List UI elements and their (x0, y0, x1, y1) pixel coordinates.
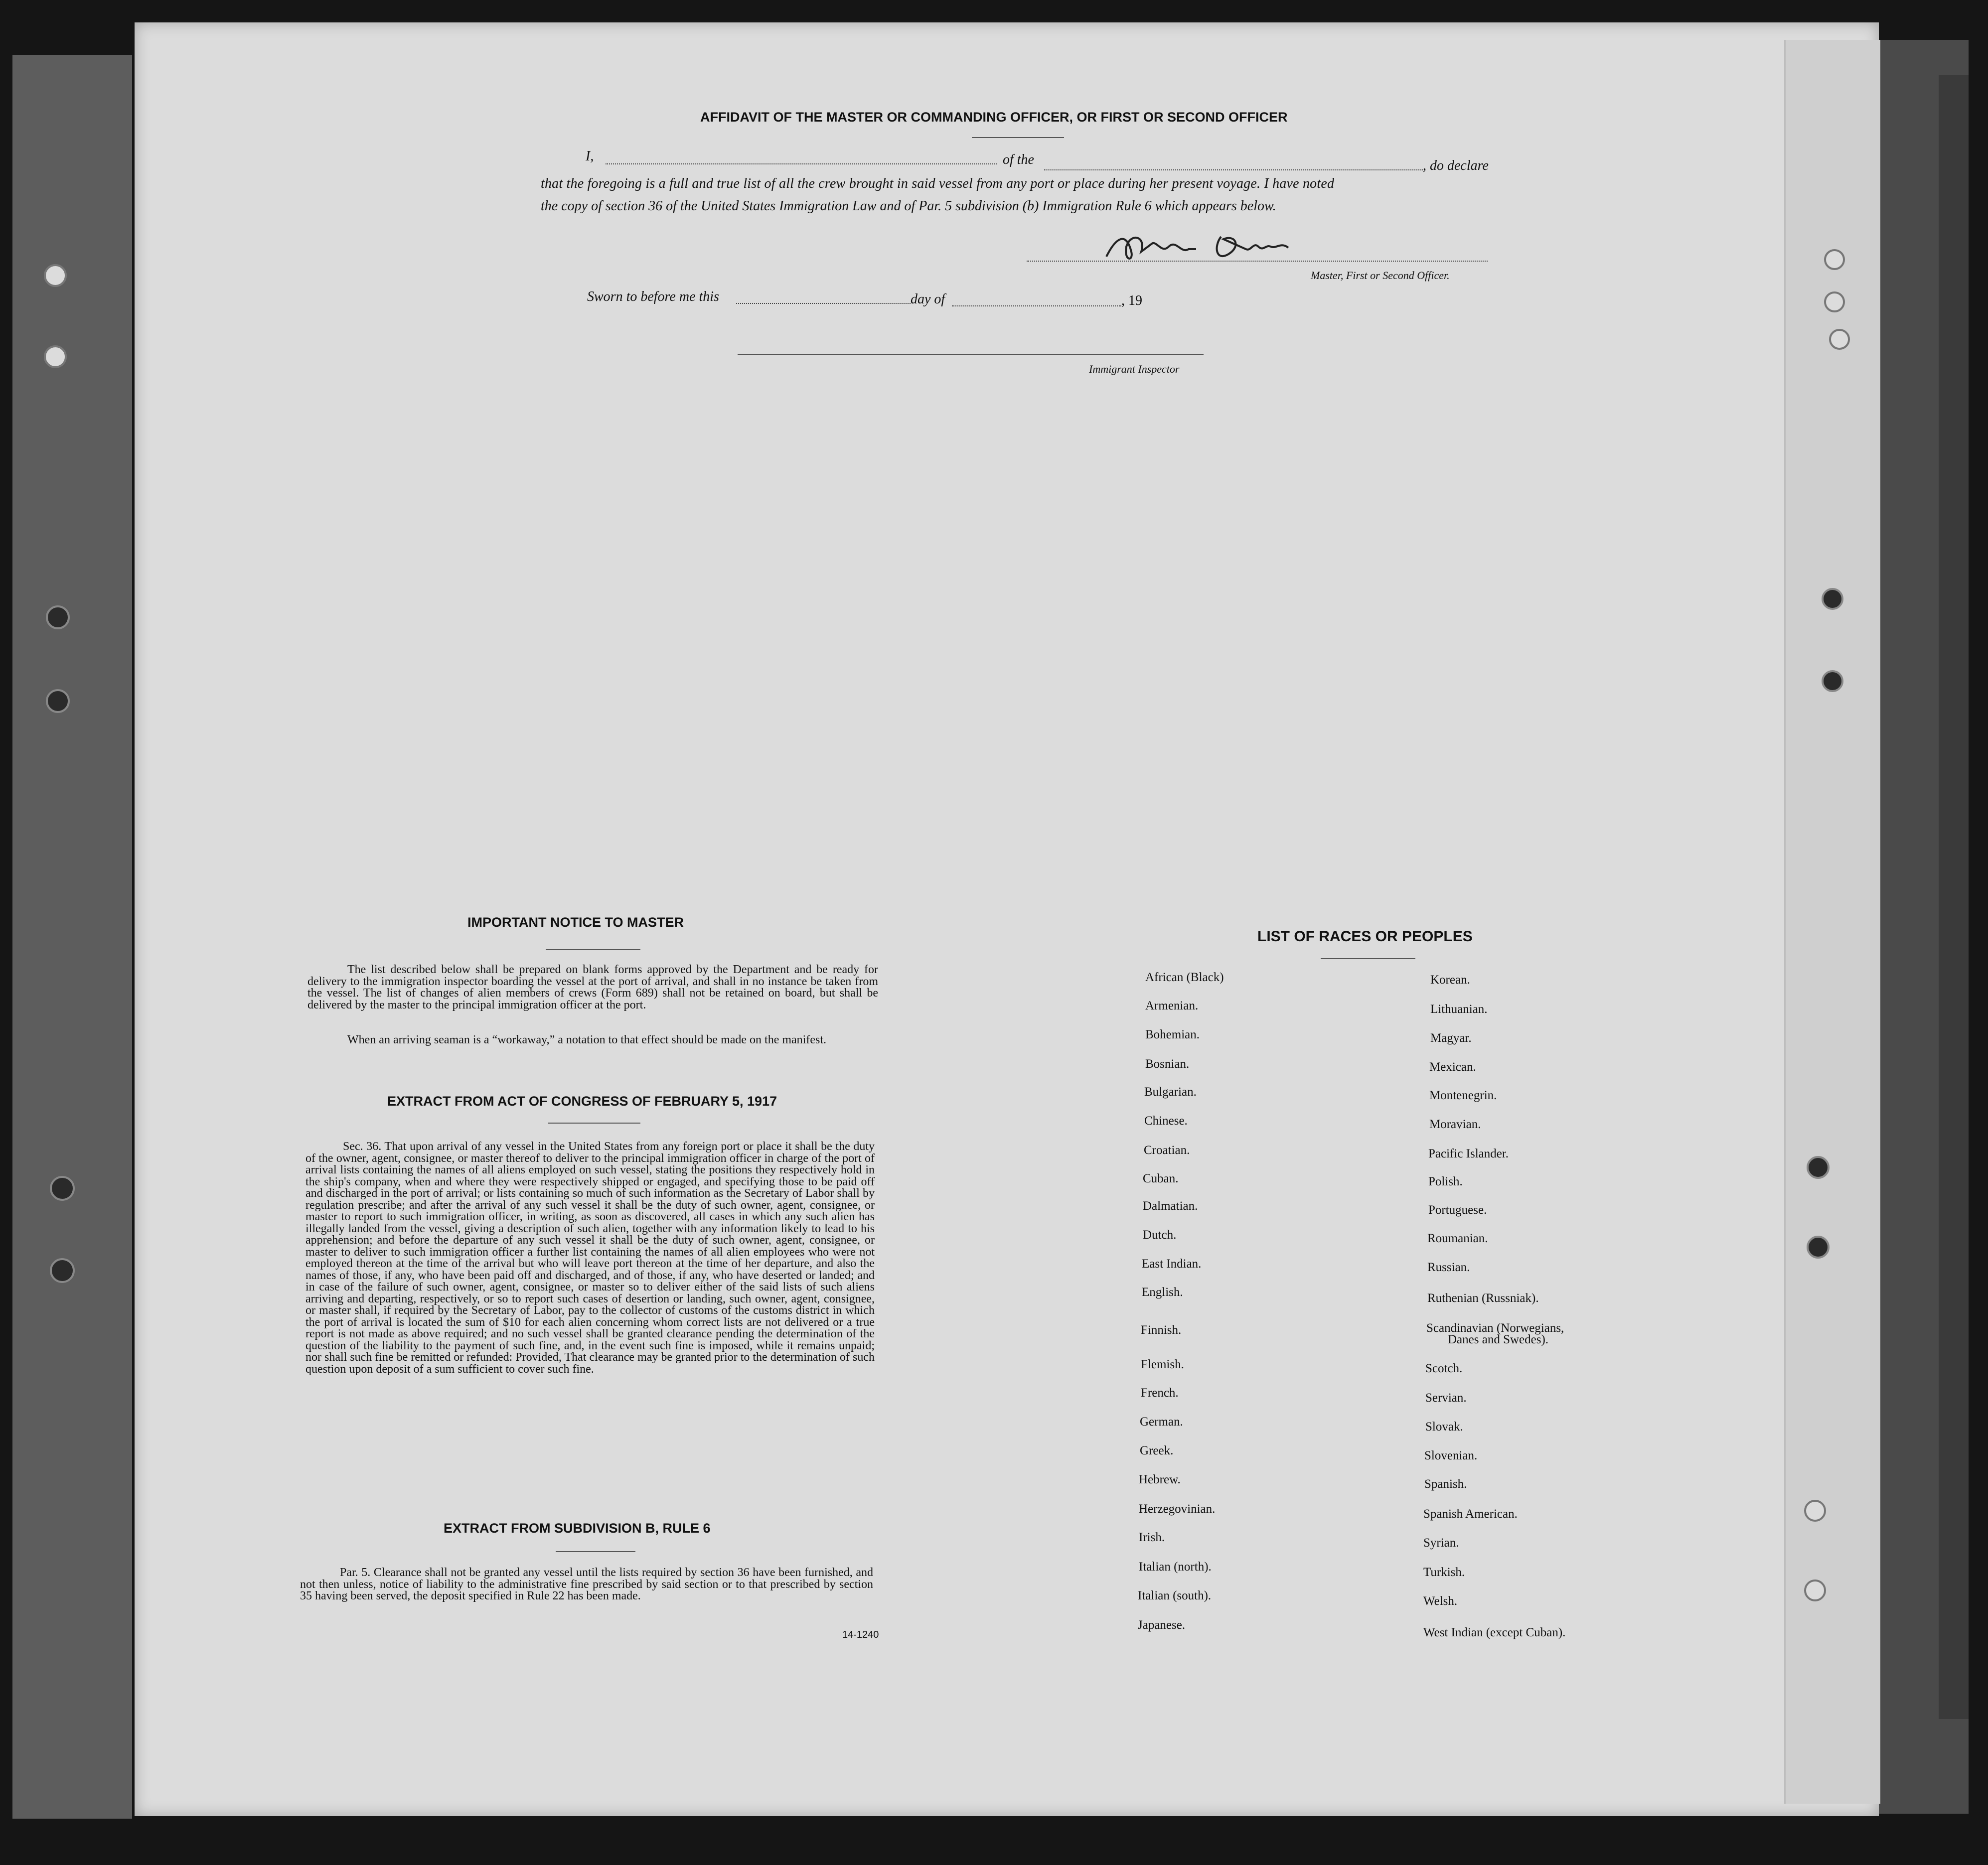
race-item: Herzegovinian. (1139, 1502, 1216, 1516)
binder-hole (1807, 1236, 1830, 1259)
binder-hole (1824, 291, 1845, 312)
sworn-month-field[interactable] (952, 305, 1121, 306)
form-number: 14-1240 (842, 1629, 879, 1640)
rule-body: Par. 5. Clearance shall not be granted any vessel until the lists required by section 36 have been furnished, and not then unless, notice of liability to the administrative fine prescribed by said section or to that prescribed by section 35 having been served, the deposit specified in Rule 22 has been made. (300, 1566, 873, 1602)
title-rule (972, 137, 1064, 138)
race-item: African (Black) (1145, 971, 1224, 984)
race-item: Moravian. (1429, 1118, 1481, 1131)
race-item: Italian (north). (1139, 1560, 1212, 1574)
race-item: Slovenian. (1424, 1449, 1478, 1462)
signature-caption: Master, First or Second Officer. (1311, 269, 1450, 282)
inspector-caption: Immigrant Inspector (1089, 363, 1180, 375)
binder-hole (46, 605, 70, 629)
act-body: Sec. 36. That upon arrival of any vessel in the United States from any foreign port or place it shall be the duty of the owner, agent, consignee, or master thereof to deliver to the principal immigration officer in charge of the port of arrival lists containing the names of all aliens employed on such vessel, stating the positions they respectively hold in the ship's company, when and where they were respectively shipped or engaged, and specifying those to be paid off and discharged in the port of arrival; or lists containing so much of such information as the Secretary of Labor shall by regulation prescribe; and after the arrival of any such vessel it shall be the duty of such owner, agent, consignee, or master to report to such immigration officer, in writing, as soon as discovered, all cases in which any such alien has illegally landed from the vessel, giving a description of such alien, together with any information likely to lead to his apprehension; and before the departure of any such vessel it shall be the duty of such owner, agent, consignee, or master to deliver to such immigration officer a further list containing the names of all alien employees who were not employed thereon at the time of the arrival but who will leave port thereon at the time of her departure, and also the names of those, if any, who have been paid off and discharged, and of those, if any, who have deserted or landed; and in case of the failure of such owner, agent, consignee, or master so to deliver either of the said lists of such aliens arriving and departing, respectively, or so to report such cases of desertion or landing, such owner, agent, consignee, or master shall, if required by the Secretary of Labor, pay to the collector of customs of the customs district in which the port of arrival is located the sum of $10 for each alien concerning whom correct lists are not delivered or a true report is not made as above required; and no such vessel shall be granted clearance pending the determination of the question of the liability to the payment of such fine, and, in the event such fine is imposed, while it remains unpaid; nor shall such fine be remitted or refunded: Provided, That clearance may be granted prior to the determination of such question upon deposit of a sum sufficient to cover such fine. (306, 1140, 875, 1376)
race-item: Lithuanian. (1430, 1003, 1488, 1016)
year-label: , 19 (1121, 293, 1142, 308)
name-field[interactable] (606, 163, 997, 164)
race-item: Greek. (1140, 1444, 1174, 1457)
rule-title: EXTRACT FROM SUBDIVISION B, RULE 6 (444, 1521, 711, 1536)
race-item: Irish. (1139, 1531, 1165, 1544)
act-rule (548, 1123, 640, 1124)
binder-hole (1822, 588, 1843, 610)
binder-hole (1829, 329, 1850, 350)
race-item: Hebrew. (1139, 1473, 1181, 1486)
sworn-day-field[interactable] (736, 303, 911, 304)
race-item: Spanish American. (1423, 1507, 1518, 1521)
sworn-label: Sworn to before me this (587, 289, 719, 304)
race-item: English. (1142, 1286, 1183, 1299)
race-item: East Indian. (1142, 1257, 1202, 1271)
race-item: Korean. (1430, 973, 1470, 987)
act-title: EXTRACT FROM ACT OF CONGRESS OF FEBRUARY 5, 1917 (387, 1094, 777, 1109)
affidavit-title: AFFIDAVIT OF THE MASTER OR COMMANDING OFFICER, OR FIRST OR SECOND OFFICER (700, 110, 1288, 125)
underlying-page-edge (1939, 75, 1969, 1719)
race-item: Polish. (1428, 1175, 1463, 1188)
binder-hole (1822, 670, 1843, 692)
underlying-page-left (12, 55, 132, 1819)
races-title: LIST OF RACES OR PEOPLES (1257, 928, 1473, 945)
race-item: Russian. (1427, 1261, 1470, 1274)
race-item: Armenian. (1145, 999, 1199, 1012)
day-of-label: day of (911, 291, 945, 307)
binder-hole (1804, 1500, 1826, 1522)
affidavit-line-1: that the foregoing is a full and true list of all the crew brought in said vessel from any port or place during her present voyage. I have noted (541, 176, 1335, 191)
binder-hole (1804, 1579, 1826, 1601)
race-item: Ruthenian (Russniak). (1427, 1291, 1539, 1305)
race-item: Pacific Islander. (1428, 1147, 1509, 1160)
race-item: Bosnian. (1145, 1057, 1190, 1071)
race-item: Scotch. (1425, 1362, 1463, 1375)
race-item: Magyar. (1430, 1031, 1472, 1045)
race-item: Dalmatian. (1143, 1199, 1198, 1213)
vessel-field[interactable] (1044, 169, 1423, 170)
race-item: Dutch. (1143, 1228, 1177, 1242)
notice-body: The list described below shall be prepared on blank forms approved by the Department and be ready for delivery to the immigration inspector boarding the vessel at the port of arrival, and shall in no instance be taken from the vessel. The list of changes of alien members of crews (Form 689) shall not be retained on board, but shall be delivered by the master to the principal immigration officer at the port. (307, 963, 878, 1011)
rule-rule (556, 1551, 635, 1552)
race-item: Roumanian. (1427, 1232, 1488, 1245)
race-item: Croatian. (1144, 1144, 1190, 1157)
race-item: Bohemian. (1145, 1028, 1200, 1041)
race-item: Slovak. (1425, 1420, 1463, 1434)
race-item: West Indian (except Cuban). (1423, 1626, 1566, 1639)
race-item: Danes and Swedes). (1448, 1333, 1549, 1346)
binder-hole (44, 345, 67, 368)
race-item: Syrian. (1423, 1536, 1459, 1550)
race-item: Portuguese. (1428, 1203, 1487, 1217)
races-rule (1321, 958, 1415, 959)
notice-rule (546, 949, 640, 950)
notice-title: IMPORTANT NOTICE TO MASTER (467, 915, 684, 930)
binder-hole (1824, 249, 1845, 270)
binder-hole (50, 1258, 75, 1283)
binder-hole (1807, 1156, 1830, 1179)
race-item: Japanese. (1138, 1618, 1186, 1632)
affidavit-line-2: the copy of section 36 of the United States Immigration Law and of Par. 5 subdivision (b) Immigration Rule 6 which appears below. (541, 198, 1276, 214)
race-item: Cuban. (1143, 1172, 1179, 1185)
race-item: Turkish. (1423, 1566, 1465, 1579)
race-item: Scandinavian (Norwegians, (1426, 1321, 1564, 1335)
race-item: Spanish. (1424, 1477, 1467, 1491)
race-item: Bulgarian. (1144, 1085, 1197, 1099)
race-item: French. (1141, 1386, 1179, 1400)
race-item: Flemish. (1141, 1358, 1184, 1371)
race-item: Montenegrin. (1429, 1089, 1497, 1102)
race-item: Servian. (1425, 1391, 1467, 1405)
inspector-line (738, 354, 1204, 355)
race-item: German. (1140, 1415, 1183, 1429)
document-page (135, 22, 1879, 1816)
race-item: Mexican. (1429, 1060, 1476, 1074)
race-item: Finnish. (1141, 1323, 1182, 1337)
race-item: Welsh. (1423, 1594, 1458, 1608)
do-declare-label: , do declare (1423, 158, 1489, 173)
race-item: Italian (south). (1138, 1589, 1212, 1602)
notice-body-2: When an arriving seaman is a “workaway,” a notation to that effect should be made on the manifest. (347, 1033, 826, 1046)
of-the-label: of the (1003, 152, 1034, 167)
race-item: Chinese. (1144, 1114, 1188, 1128)
signature-line (1027, 261, 1488, 262)
binder-hole (50, 1176, 75, 1201)
binder-hole (46, 689, 70, 713)
i-label: I, (586, 148, 594, 164)
binder-hole (44, 264, 67, 287)
